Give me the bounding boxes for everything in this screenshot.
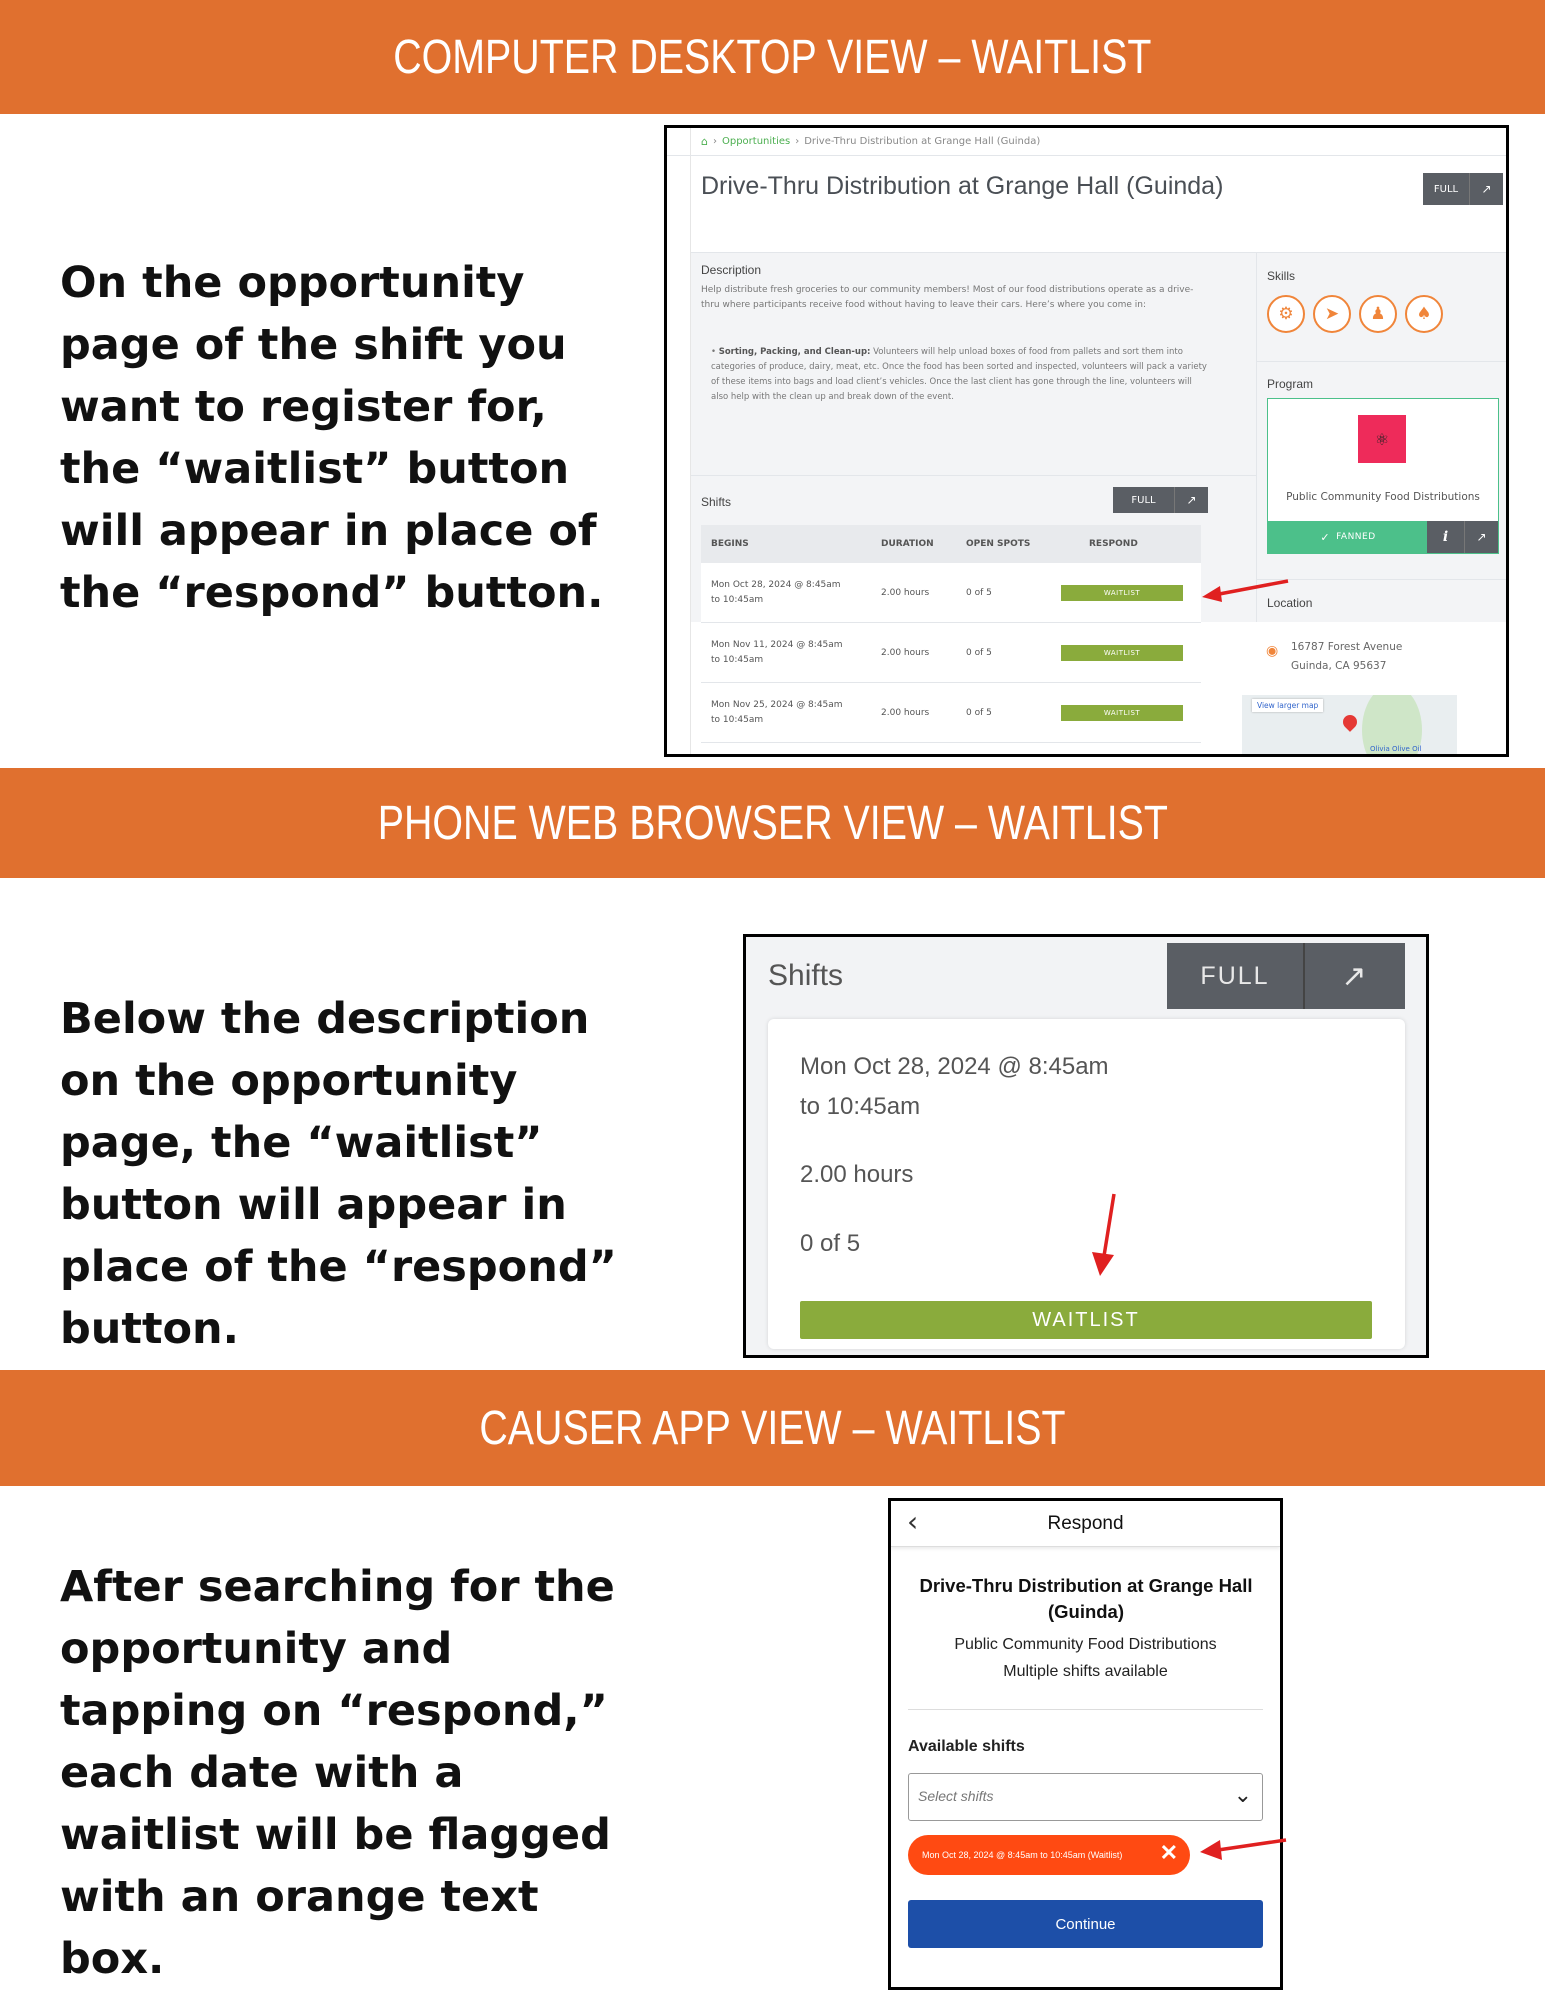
program-heading: Program (1267, 377, 1314, 391)
group-icon[interactable]: ♠ (1405, 295, 1443, 333)
team-icon[interactable]: ♟ (1359, 295, 1397, 333)
desktop-screenshot (664, 125, 1509, 757)
share-icon[interactable]: ↗ (1303, 943, 1405, 1009)
address: 16787 Forest Avenue Guinda, CA 95637 (1291, 641, 1403, 672)
waitlist-button[interactable]: WAITLIST (1061, 585, 1183, 601)
shifts-full-button[interactable]: FULL ↗ (1113, 487, 1208, 513)
shift-duration: 2.00 hours (800, 1161, 914, 1188)
instruction-desktop: On the opportunity page of the shift you want to register for, the “waitlist” button will appear in place of the “respond” button. (60, 258, 604, 618)
program-logo-icon: ⚛ (1358, 415, 1406, 463)
shift-card (768, 1019, 1405, 1349)
gears-icon[interactable]: ⚙ (1267, 295, 1305, 333)
shifts-heading: Shifts (768, 959, 844, 992)
red-arrow-app (1198, 1832, 1290, 1866)
left-strip (667, 128, 691, 754)
share-icon[interactable]: ↗ (1174, 487, 1208, 513)
shifts-table (701, 525, 1201, 743)
red-arrow-desktop (1200, 575, 1300, 615)
waitlist-button[interactable]: WAITLIST (800, 1301, 1372, 1339)
share-icon[interactable]: ↗ (1464, 521, 1498, 553)
info-icon[interactable]: i (1427, 521, 1464, 553)
section-banner-desktop: COMPUTER DESKTOP VIEW – WAITLIST (0, 0, 1545, 114)
table-header: BEGINS DURATION OPEN SPOTS RESPOND (701, 525, 1201, 563)
shifts-heading: Shifts (701, 495, 732, 509)
waitlist-button[interactable]: WAITLIST (1061, 705, 1183, 721)
opportunity-title: Drive-Thru Distribution at Grange Hall (Guinda) (701, 172, 1224, 200)
rocket-icon[interactable]: ➤ (1313, 295, 1351, 333)
check-circle-icon: ✓ (1320, 530, 1331, 544)
app-header (891, 1501, 1280, 1547)
full-button[interactable]: FULL ↗ (1167, 943, 1405, 1009)
home-icon[interactable]: ⌂ (701, 135, 708, 148)
red-arrow-phone (1080, 1192, 1120, 1282)
breadcrumb-current: Drive-Thru Distribution at Grange Hall (Guinda) (804, 136, 1041, 147)
opportunity-title: Drive-Thru Distribution at Grange Hall (Guinda) (919, 1575, 1253, 1622)
section-banner-phone: PHONE WEB BROWSER VIEW – WAITLIST (0, 768, 1545, 878)
shift-date: Mon Oct 28, 2024 @ 8:45am (800, 1053, 1109, 1080)
divider (691, 475, 1256, 476)
instruction-app: After searching for the opportunity and tapping on “respond,” each date with a waitlist will be flagged with an orange text box. (60, 1562, 615, 1984)
back-chevron-icon[interactable]: ‹ (907, 1505, 919, 1538)
table-row: Mon Oct 28, 2024 @ 8:45am to 10:45am 2.00 hours 0 of 5 WAITLIST (701, 563, 1201, 623)
fanned-button[interactable]: ✓ FANNED (1268, 521, 1428, 553)
sidebar-panel (1256, 252, 1508, 622)
location-heading: Location (1267, 596, 1313, 610)
instruction-phone: Below the description on the opportunity page, the “waitlist” button will appear in place of the “respond” button. (60, 994, 617, 1354)
shift-select[interactable]: Select shifts ⌄ (908, 1773, 1263, 1821)
divider (1257, 361, 1508, 362)
table-row: Mon Nov 25, 2024 @ 8:45am to 10:45am 2.00 hours 0 of 5 WAITLIST (701, 683, 1201, 743)
available-shifts-label: Available shifts (908, 1738, 1025, 1755)
waitlist-shift-chip[interactable]: Mon Oct 28, 2024 @ 8:45am to 10:45am (Waitlist) ✕ (908, 1835, 1190, 1875)
map-place-label: Olivia Olive Oil (1370, 745, 1422, 753)
full-button[interactable]: FULL ↗ (1423, 173, 1503, 205)
breadcrumb-link[interactable]: Opportunities (721, 136, 791, 147)
waitlist-button[interactable]: WAITLIST (1061, 645, 1183, 661)
breadcrumb: ⌂ › Opportunities › Drive-Thru Distribution at Grange Hall (Guinda) (667, 128, 1506, 156)
program-card[interactable] (1267, 398, 1499, 554)
map[interactable] (1242, 695, 1457, 755)
shift-time-end: to 10:45am (800, 1093, 921, 1120)
shift-spots: 0 of 5 (800, 1230, 861, 1257)
share-icon[interactable]: ↗ (1469, 173, 1503, 205)
program-name: Public Community Food Distributions (954, 1636, 1217, 1653)
multiple-shifts-note: Multiple shifts available (1003, 1663, 1168, 1680)
description-text: Help distribute fresh groceries to our community members! Most of our food distributions operate as a drive-thru where participants receive food without having to leave their cars. Here’s where you come in: (701, 285, 1194, 310)
continue-button[interactable]: Continue (908, 1900, 1263, 1948)
view-larger-map-link[interactable]: View larger map (1252, 699, 1323, 712)
section-banner-app: CAUSER APP VIEW – WAITLIST (0, 1370, 1545, 1486)
description-heading: Description (701, 263, 762, 277)
close-icon[interactable]: ✕ (1159, 1840, 1178, 1865)
location-pin-icon: ◉ (1266, 643, 1279, 659)
chevron-down-icon: ⌄ (1233, 1783, 1252, 1808)
phone-screenshot (743, 934, 1429, 1358)
description-bullet: • Sorting, Packing, and Clean-up: Volunteers will help unload boxes of food from pallets and sort them into categories of produce, dairy, meat, etc. Once the food has been sorted and inspected, volunteers will pack a variety of these items into bags and load client’s vehicles. Once the last client has gone through the line, volunteers will also help with the clean up and break down of the event. (711, 347, 1207, 402)
program-name: Public Community Food Distributions (1286, 491, 1480, 503)
divider (908, 1709, 1263, 1710)
map-pin-icon (1340, 712, 1360, 732)
skills-heading: Skills (1267, 269, 1296, 283)
main-panel (691, 252, 1256, 725)
app-screenshot (888, 1498, 1283, 1990)
header-title: Respond (1047, 1513, 1124, 1534)
table-row: Mon Nov 11, 2024 @ 8:45am to 10:45am 2.00 hours 0 of 5 WAITLIST (701, 623, 1201, 683)
